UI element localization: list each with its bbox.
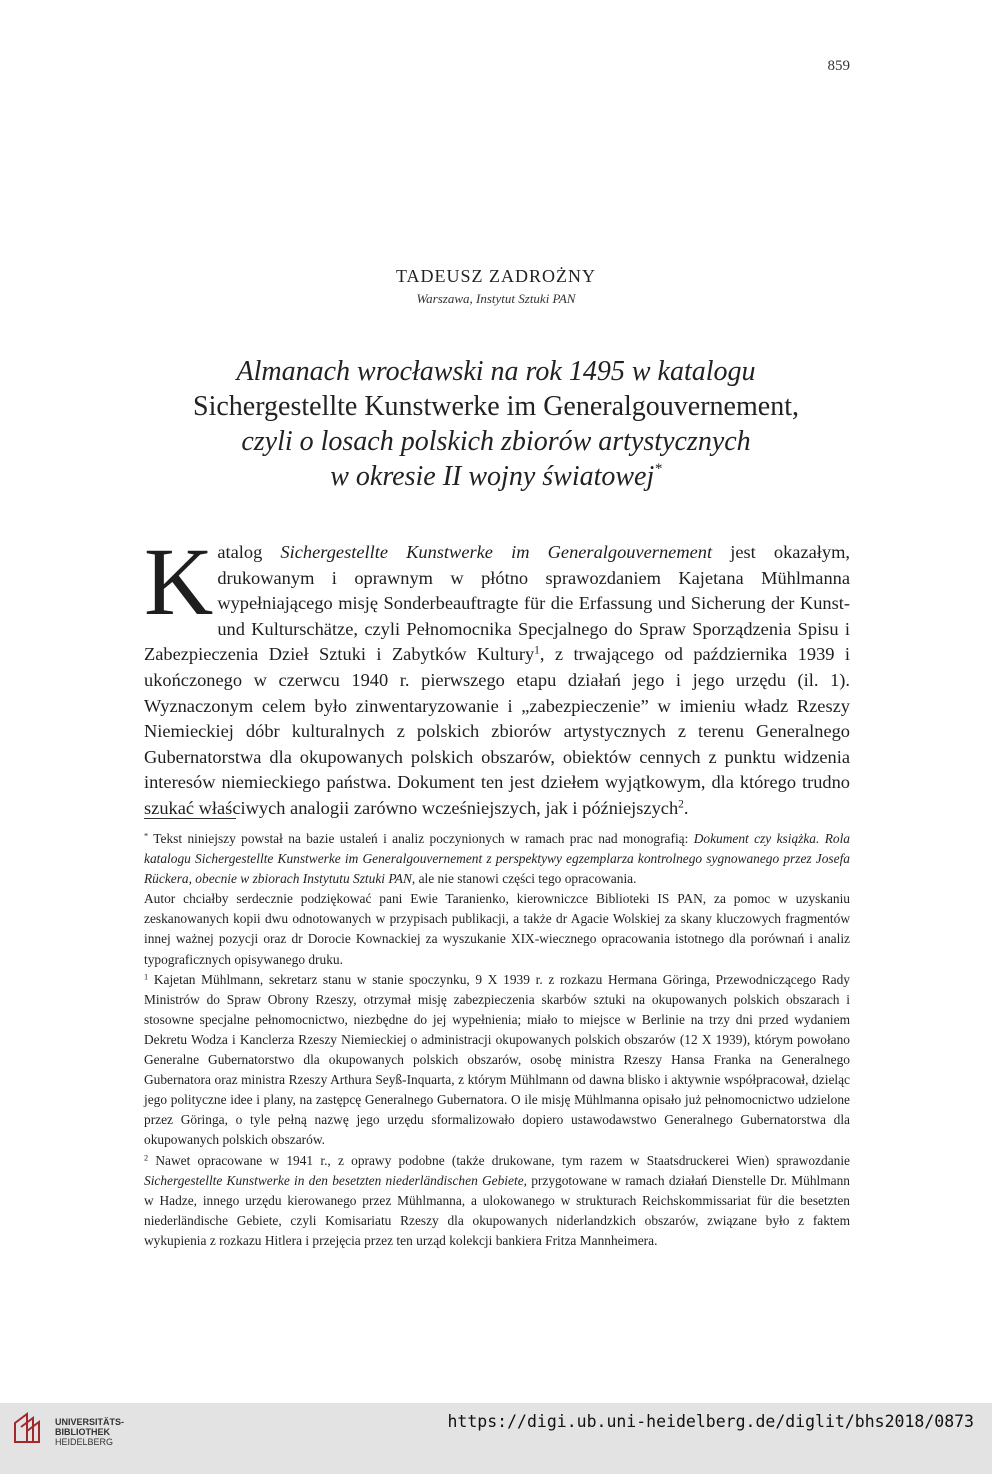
footnote-ref-1[interactable]: 1	[534, 645, 540, 658]
title-line-3: czyli o losach polskich zbiorów artystycznych	[241, 426, 751, 457]
footnote-1-text: Kajetan Mühlmann, sekretarz stanu w stanie spoczynku, 9 X 1939 r. z rozkazu Hermana Göringa, Przewodniczącego Rady Ministrów do Spraw Obrony Rzeszy, otrzymał misję zabezpieczenia skarbów sztuki na okupowanych polskich obszarach i stosowne specjalne pełnomocnictwo, niezbędne do jej wypełnienia; miało to miejsce w Berlinie na trzy dni przed wydaniem Dekretu Wodza i Kanclerza Rzeszy Niemieckiej o administracji okupowanych polskich obszarów (12 X 1939), którym powołano Generalne Gubernatorstwo dla okupowanych polskich obszarów, osobę ministra Rzeszy Hansa Franka na Generalnego Gubernatora oraz ministra Rzeszy Arthura Seyß-Inquarta, z którym Mühlmann od dawna blisko i aktywnie współpracował, dzieląc jego polityczne idee i plany, na zastępcę Generalnego Gubernatora. O ile misję Mühlmanna opisało już pełnomocnictwo udzielone przez Göringa, o tyle pełną nazwę jego urzędu sformalizowało dopiero ustawodawstwo Generalnego Gubernatorstwa dla okupowanych polskich obszarów.	[144, 971, 850, 1148]
title-line-4: w okresie II wojny światowej	[330, 461, 655, 492]
footnote-star-marker: *	[144, 831, 149, 841]
library-name[interactable]	[55, 1417, 124, 1447]
footnote-acknowledgements: Autor chciałby serdecznie podziękować pani Ewie Taranienko, kierowniczce Biblioteki IS PAN, za pomoc w uzyskaniu zeskanowanych kopii dwu odnotowanych w przypisach publikacji, a także dr Agacie Wolskiej za skany kluczowych fragmentów innej ważnej pozycji oraz dr Dorocie Kownackiej za wyszukanie XIX-wiecznego opracowania istotnego dla porównań i analiz typograficznych opisywanego druku.	[144, 891, 850, 967]
library-name-line-3: HEIDELBERG	[55, 1437, 114, 1447]
library-logo-icon[interactable]	[12, 1411, 46, 1445]
body-paragraph	[144, 528, 850, 822]
footnote-2-italic: Sichergestellte Kunstwerke in den besetzten niederländischen Gebiete	[144, 1172, 524, 1188]
body-text-4: .	[683, 797, 689, 818]
footnote-ref-2[interactable]: 2	[678, 798, 684, 811]
footnote-2-marker: 2	[144, 1152, 149, 1162]
title-note-marker: *	[654, 461, 662, 477]
article-title	[100, 354, 892, 494]
footnote-2	[144, 1151, 850, 1251]
author-affiliation: Warszawa, Instytut Sztuki PAN	[416, 291, 576, 306]
footnote-2-text-1: Nawet opracowane w 1941 r., z oprawy podobne (także drukowane, tym razem w Staatsdruckerei Wien) sprawozdanie	[148, 1152, 850, 1168]
catalog-title-italic: Sichergestellte Kunstwerke im Generalgouvernement	[280, 542, 713, 562]
title-line-4-wrap	[100, 459, 892, 494]
footnote-2-text-2: , przygotowane w ramach działań Dienstelle Dr. Mühlmann w Hadze, innego urzędu kierowanego przez Mühlmanna, a ulokowanego w strukturach Reichskommissariat für die besetzten niederländische Gebiete, czyli Komisariatu Rzeszy dla okupowanych niderlandzkich obszarów, związane było z faktem wykupienia z rozkazu Hitlera i przejęcia przez ten urząd kolekcji bankiera Fritza Mannheimera.	[144, 1172, 850, 1248]
body-text-1: atalog	[217, 542, 281, 562]
footnote-star-text-1: Tekst niniejszy powstał na bazie ustaleń i analiz poczynionych w ramach prac nad monografią:	[148, 831, 694, 846]
body-text-2: jest okazałym, drukowanym i oprawnym w płótno sprawozdaniem Kajetana Mühlmanna wypełniającego misję Sonderbeauftragte für die Erfassung und Sicherung der Kunst- und Kulturschätze, czyli Pełnomocnika Specjalnego do Spraw Sporządzenia Spisu i Zabezpieczenia Dzieł Sztuki i Zabytków Kultury	[144, 542, 850, 665]
footnote-divider	[144, 818, 236, 819]
body-text-3: , z trwającego od października 1939 i ukończonego w czerwcu 1940 r. pierwszego etapu działań jego i jego urzędu (il. 1). Wyznaczonym celem było zinwentaryzowanie i „zabezpieczenie” w imieniu władz Rzeszy Niemieckiej dóbr kulturalnych z polskich zbiorów artystycznych z terenu Generalnego Gubernatorstwa dla okupowanych polskich obszarów, obiektów cennych z punktu widzenia interesów niemieckiego państwa. Dokument ten jest dziełem wyjątkowym, dla którego trudno szukać właściwych analogii zarówno wcześniejszych, jak i późniejszych	[144, 644, 850, 818]
source-url-link[interactable]: https://digi.ub.uni-heidelberg.de/diglit/bhs2018/0873	[447, 1412, 974, 1431]
footnote-1	[144, 970, 850, 1151]
footnote-star	[144, 829, 850, 889]
footnote-1-marker: 1	[144, 972, 149, 982]
page-number: 859	[827, 58, 850, 74]
footnote-star-italic: Dokument czy książka. Rola katalogu Sichergestellte Kunstwerke im Generalgouvernement z perspektywy egzemplarza kontrolnego sygnowanego przez Josefa Rückera, obecnie w zbiorach Instytutu Sztuki PAN	[144, 831, 851, 887]
footnotes	[144, 829, 850, 1251]
title-line-2: Sichergestellte Kunstwerke im Generalgouvernement,	[193, 391, 799, 422]
footnote-star-text-2: , ale nie stanowi części tego opracowania.	[411, 871, 637, 887]
library-name-line-2: BIBLIOTHEK	[55, 1427, 110, 1437]
author-name: TADEUSZ ZADROŻNY	[395, 266, 597, 286]
title-line-1: Almanach wrocławski na rok 1495 w katalogu	[236, 356, 756, 387]
library-name-line-1: UNIVERSITÄTS-	[55, 1417, 125, 1427]
drop-cap: K	[144, 528, 214, 635]
